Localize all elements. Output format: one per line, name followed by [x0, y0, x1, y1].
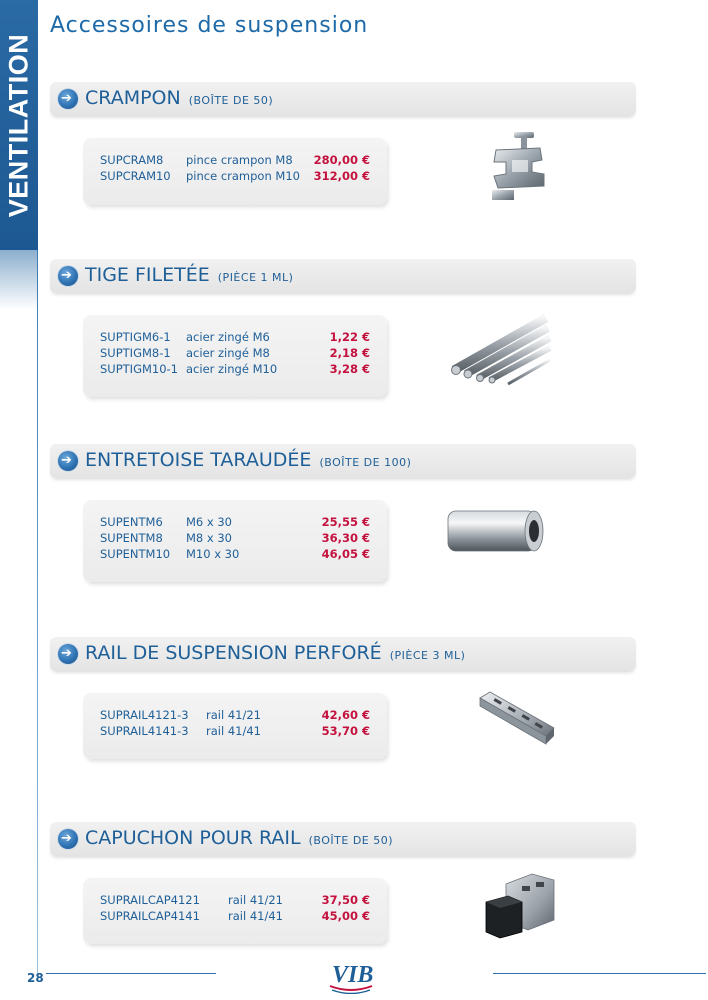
section-subtitle: (BOÎTE DE 50) [188, 94, 274, 107]
product-desc: M6 x 30 [186, 515, 232, 529]
side-divider [37, 250, 38, 980]
table-row [100, 547, 370, 563]
table-row [100, 346, 370, 362]
crampon-clamp-image [488, 128, 552, 204]
product-desc: rail 41/41 [206, 724, 261, 738]
product-desc: M10 x 30 [186, 547, 240, 561]
side-tab-label: VENTILATION [3, 33, 34, 217]
section-header-capuchon [50, 822, 636, 856]
product-code: SUPENTM6 [100, 515, 163, 529]
product-price: 46,05 € [321, 547, 370, 561]
product-desc: rail 41/21 [206, 708, 261, 722]
section-header-entretoise [50, 444, 636, 478]
product-desc: acier zingé M10 [186, 362, 278, 376]
side-tab-fade [0, 250, 38, 310]
arrow-right-icon [58, 829, 78, 849]
section-title: RAIL DE SUSPENSION PERFORÉ [85, 642, 382, 664]
product-desc: rail 41/21 [228, 893, 283, 907]
product-desc: M8 x 30 [186, 531, 232, 545]
product-code: SUPENTM8 [100, 531, 163, 545]
section-subtitle: (PIÈCE 1 ML) [217, 271, 294, 284]
product-price: 53,70 € [321, 724, 370, 738]
product-price: 1,22 € [329, 330, 370, 344]
product-code: SUPCRAM8 [100, 153, 164, 167]
section-subtitle: (PIÈCE 3 ML) [389, 649, 466, 662]
arrow-right-icon [58, 644, 78, 664]
table-row [100, 531, 370, 547]
side-tab-label-wrap [0, 0, 38, 250]
perforated-rail-image [478, 688, 556, 748]
page-title: Accessoires de suspension [50, 13, 369, 38]
arrow-right-icon [58, 266, 78, 286]
product-price: 42,60 € [321, 708, 370, 722]
product-code: SUPRAILCAP4141 [100, 909, 200, 923]
price-table-crampon [83, 138, 387, 205]
product-price: 37,50 € [321, 893, 370, 907]
product-code: SUPCRAM10 [100, 169, 171, 183]
section-title: TIGE FILETÉE [85, 264, 210, 286]
table-row [100, 515, 370, 531]
svg-text:VIB: VIB [332, 962, 374, 988]
table-row [100, 708, 370, 724]
product-price: 36,30 € [321, 531, 370, 545]
product-price: 3,28 € [329, 362, 370, 376]
product-desc: acier zingé M6 [186, 330, 270, 344]
section-title: CAPUCHON POUR RAIL [85, 827, 301, 849]
product-price: 280,00 € [313, 153, 370, 167]
product-price: 45,00 € [321, 909, 370, 923]
table-row [100, 153, 370, 169]
product-desc: pince crampon M10 [186, 169, 300, 183]
product-code: SUPRAIL4121-3 [100, 708, 189, 722]
vib-logo [328, 956, 374, 994]
product-code: SUPRAILCAP4121 [100, 893, 200, 907]
rail-cap-image [482, 872, 556, 942]
price-table-entretoise [83, 500, 387, 582]
product-code: SUPTIGM6-1 [100, 330, 171, 344]
table-row [100, 893, 370, 909]
price-table-rail-perfore [83, 693, 387, 759]
product-code: SUPTIGM10-1 [100, 362, 179, 376]
footer-rule-right [493, 973, 706, 974]
threaded-spacer-image [442, 506, 546, 556]
product-price: 312,00 € [313, 169, 370, 183]
threaded-rods-image [446, 310, 552, 390]
table-row [100, 330, 370, 346]
section-subtitle: (BOÎTE DE 100) [319, 456, 412, 469]
arrow-right-icon [58, 89, 78, 109]
table-row [100, 362, 370, 378]
product-code: SUPRAIL4141-3 [100, 724, 189, 738]
section-header-crampon [50, 82, 636, 116]
price-table-capuchon [83, 878, 387, 944]
table-row [100, 724, 370, 740]
product-code: SUPENTM10 [100, 547, 171, 561]
product-price: 25,55 € [321, 515, 370, 529]
product-desc: rail 41/41 [228, 909, 283, 923]
product-desc: acier zingé M8 [186, 346, 270, 360]
section-title: CRAMPON [85, 87, 181, 109]
footer-rule-left [46, 973, 216, 974]
product-price: 2,18 € [329, 346, 370, 360]
section-title: ENTRETOISE TARAUDÉE [85, 449, 312, 471]
section-subtitle: (BOÎTE DE 50) [308, 834, 394, 847]
section-header-rail-perfore [50, 637, 636, 671]
table-row [100, 909, 370, 925]
page-number: 28 [27, 971, 44, 985]
product-desc: pince crampon M8 [186, 153, 293, 167]
section-header-tige-filetee [50, 259, 636, 293]
price-table-tige-filetee [83, 315, 387, 397]
table-row [100, 169, 370, 185]
arrow-right-icon [58, 451, 78, 471]
product-code: SUPTIGM8-1 [100, 346, 171, 360]
